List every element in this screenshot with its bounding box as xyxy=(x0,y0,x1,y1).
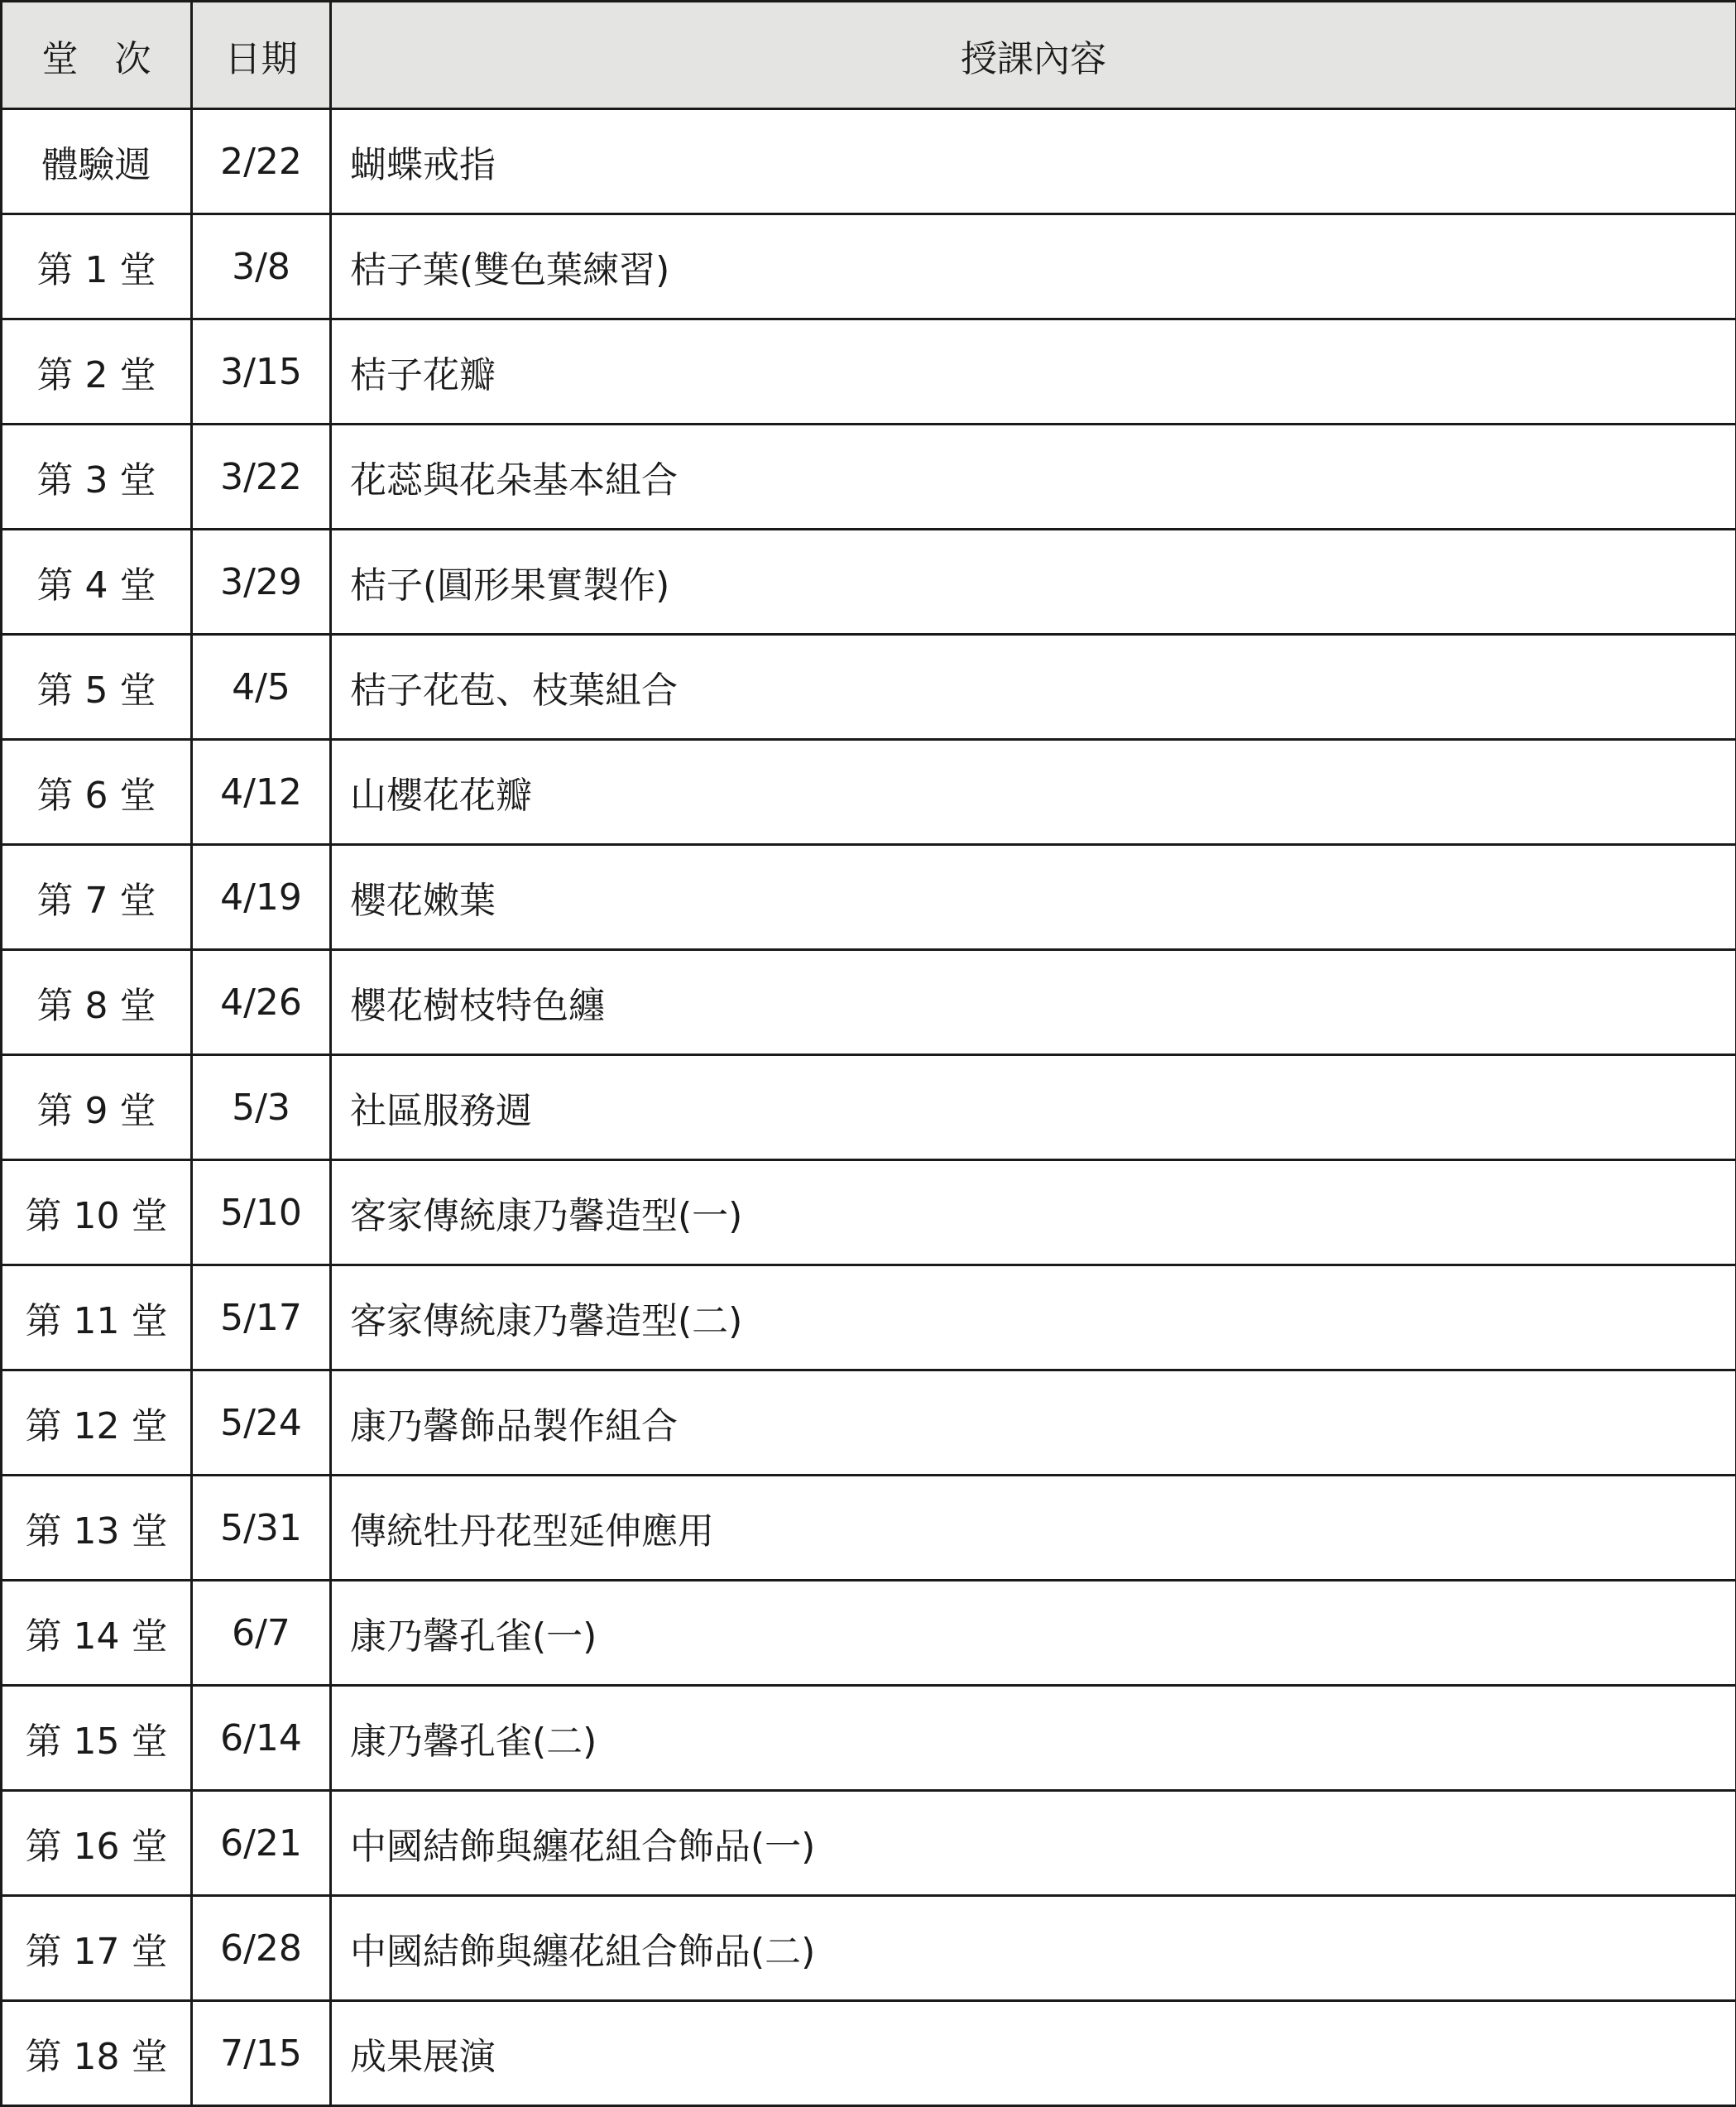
session-cell: 第 17 堂 xyxy=(2,1896,192,2001)
session-cell: 第 13 堂 xyxy=(2,1476,192,1581)
table-row xyxy=(2,635,1736,740)
content-cell: 中國結飾與纏花組合飾品(二) xyxy=(331,1896,1736,2001)
content-cell: 桔子花瓣 xyxy=(331,319,1736,425)
content-cell: 櫻花嫩葉 xyxy=(331,845,1736,950)
content-cell: 傳統牡丹花型延伸應用 xyxy=(331,1476,1736,1581)
session-cell: 第 12 堂 xyxy=(2,1370,192,1476)
session-cell: 體驗週 xyxy=(2,109,192,214)
date-cell: 5/24 xyxy=(192,1370,331,1476)
session-cell: 第 1 堂 xyxy=(2,214,192,319)
content-cell: 康乃馨孔雀(二) xyxy=(331,1686,1736,1791)
table-row xyxy=(2,1370,1736,1476)
date-cell: 3/22 xyxy=(192,425,331,530)
session-cell: 第 6 堂 xyxy=(2,740,192,845)
session-cell: 第 8 堂 xyxy=(2,950,192,1055)
table-row xyxy=(2,950,1736,1055)
date-cell: 3/8 xyxy=(192,214,331,319)
content-cell: 成果展演 xyxy=(331,2001,1736,2106)
date-cell: 5/10 xyxy=(192,1160,331,1265)
table-row xyxy=(2,1055,1736,1160)
date-cell: 4/19 xyxy=(192,845,331,950)
session-cell: 第 5 堂 xyxy=(2,635,192,740)
content-cell: 客家傳統康乃馨造型(二) xyxy=(331,1265,1736,1370)
content-cell: 桔子花苞、枝葉組合 xyxy=(331,635,1736,740)
session-cell: 第 2 堂 xyxy=(2,319,192,425)
date-cell: 6/7 xyxy=(192,1581,331,1686)
table-row xyxy=(2,530,1736,635)
session-cell: 第 15 堂 xyxy=(2,1686,192,1791)
table-row xyxy=(2,214,1736,319)
header-content: 授課內容 xyxy=(331,2,1736,109)
content-cell: 蝴蝶戒指 xyxy=(331,109,1736,214)
table-row xyxy=(2,845,1736,950)
table-row xyxy=(2,319,1736,425)
header-session: 堂 次 xyxy=(2,2,192,109)
table-row xyxy=(2,1160,1736,1265)
date-cell: 5/31 xyxy=(192,1476,331,1581)
date-cell: 4/12 xyxy=(192,740,331,845)
table-row xyxy=(2,1791,1736,1896)
session-cell: 第 3 堂 xyxy=(2,425,192,530)
table-row xyxy=(2,1686,1736,1791)
date-cell: 7/15 xyxy=(192,2001,331,2106)
content-cell: 社區服務週 xyxy=(331,1055,1736,1160)
date-cell: 2/22 xyxy=(192,109,331,214)
table-row xyxy=(2,425,1736,530)
date-cell: 5/17 xyxy=(192,1265,331,1370)
content-cell: 康乃馨飾品製作組合 xyxy=(331,1370,1736,1476)
content-cell: 中國結飾與纏花組合飾品(一) xyxy=(331,1791,1736,1896)
content-cell: 康乃馨孔雀(一) xyxy=(331,1581,1736,1686)
session-cell: 第 4 堂 xyxy=(2,530,192,635)
table-row xyxy=(2,2001,1736,2106)
content-cell: 櫻花樹枝特色纏 xyxy=(331,950,1736,1055)
content-cell: 桔子葉(雙色葉練習) xyxy=(331,214,1736,319)
table-row xyxy=(2,1476,1736,1581)
table-row xyxy=(2,109,1736,214)
content-cell: 桔子(圓形果實製作) xyxy=(331,530,1736,635)
table-row xyxy=(2,740,1736,845)
table-header xyxy=(2,2,1736,109)
content-cell: 客家傳統康乃馨造型(一) xyxy=(331,1160,1736,1265)
table-row xyxy=(2,1896,1736,2001)
date-cell: 4/5 xyxy=(192,635,331,740)
date-cell: 3/29 xyxy=(192,530,331,635)
content-cell: 山櫻花花瓣 xyxy=(331,740,1736,845)
date-cell: 6/21 xyxy=(192,1791,331,1896)
session-cell: 第 10 堂 xyxy=(2,1160,192,1265)
session-cell: 第 7 堂 xyxy=(2,845,192,950)
table-body xyxy=(2,109,1736,2106)
session-cell: 第 11 堂 xyxy=(2,1265,192,1370)
date-cell: 6/28 xyxy=(192,1896,331,2001)
content-cell: 花蕊與花朵基本組合 xyxy=(331,425,1736,530)
session-cell: 第 18 堂 xyxy=(2,2001,192,2106)
date-cell: 3/15 xyxy=(192,319,331,425)
table-row xyxy=(2,1581,1736,1686)
session-cell: 第 9 堂 xyxy=(2,1055,192,1160)
date-cell: 5/3 xyxy=(192,1055,331,1160)
header-row xyxy=(2,2,1736,109)
header-date: 日期 xyxy=(192,2,331,109)
date-cell: 6/14 xyxy=(192,1686,331,1791)
date-cell: 4/26 xyxy=(192,950,331,1055)
table-row xyxy=(2,1265,1736,1370)
session-cell: 第 16 堂 xyxy=(2,1791,192,1896)
session-cell: 第 14 堂 xyxy=(2,1581,192,1686)
